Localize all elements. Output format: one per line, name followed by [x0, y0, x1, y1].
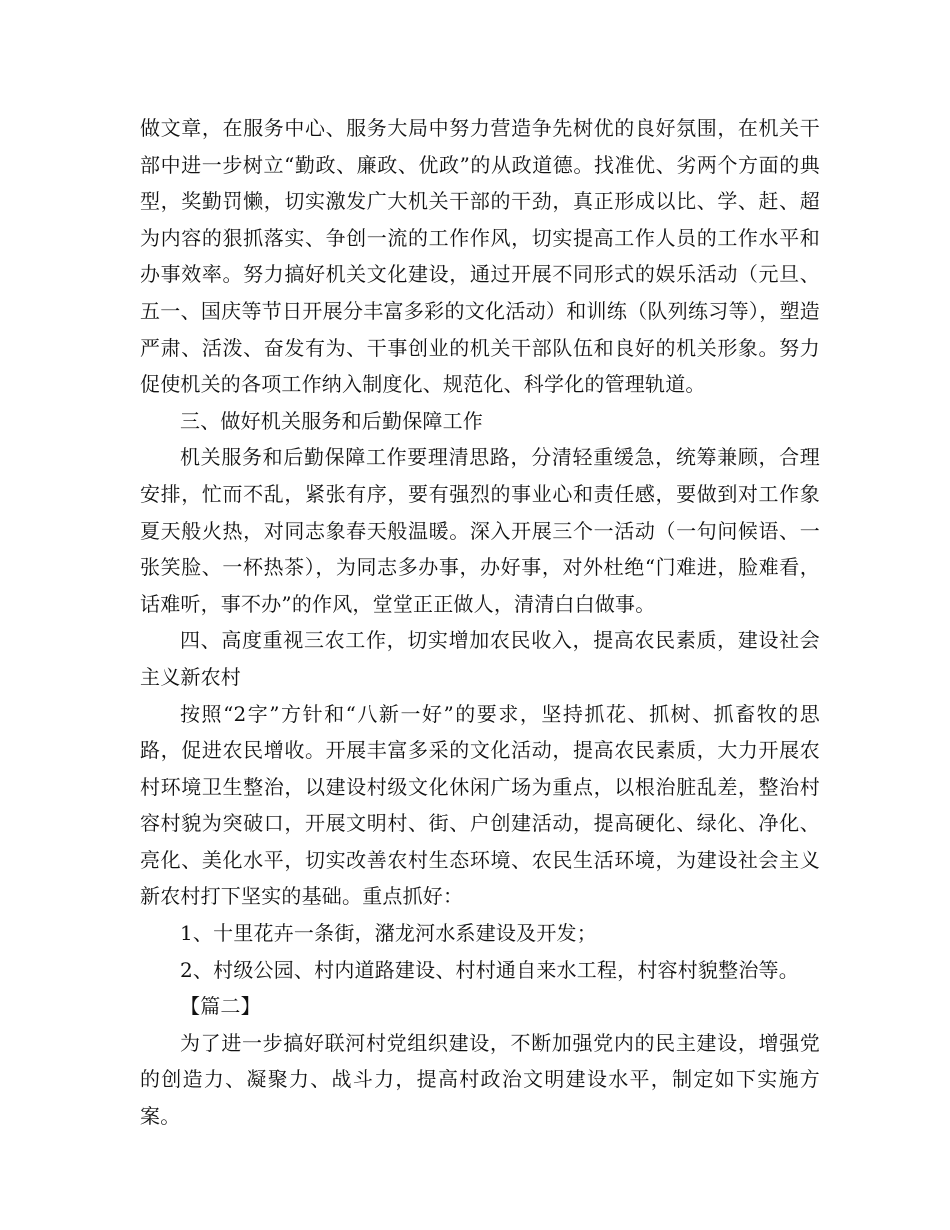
section-heading-3: 三、做好机关服务和后勤保障工作 [180, 408, 483, 433]
paragraph-continuation: 做文章，在服务中心、服务大局中努力营造争先树优的良好氛围，在机关干部中进一步树立“勤政、廉政、优政”的从政道德。找准优、劣两个方面的典型，奖勤罚懒，切实激发广大机关干部的干劲，真正形成以比、学、赶、超为内容的狠抓落实、争创一流的工作作风，切实提高工作人员的工作水平和办事效率。努力搞好机关文化建设，通过开展不同形式的娱乐活动（元旦、五一、国庆等节日开展分丰富多彩的文化活动）和训练（队列练习等），塑造严肃、活泼、奋发有为、干事创业的机关干部队伍和良好的机关形象。努力促使机关的各项工作纳入制度化、规范化、科学化的管理轨道。 [140, 116, 820, 397]
document-body [140, 110, 820, 1135]
part-two-heading: 【篇二】 [180, 994, 261, 1019]
section-heading-4: 四、高度重视三农工作，切实增加农民收入，提高农民素质，建设社会主义新农村 [140, 628, 820, 689]
list-item-2: 2、村级公园、村内道路建设、村村通自来水工程，村容村貌整治等。 [180, 957, 799, 982]
paragraph-logistics: 机关服务和后勤保障工作要理清思路，分清轻重缓急，统筹兼顾，合理安排，忙而不乱，紧张有序，要有强烈的事业心和责任感，要做到对工作象夏天般火热，对同志象春天般温暖。深入开展三个一活动（一句问候语、一张笑脸、一杯热茶），为同志多办事，办好事，对外杜绝“门难进，脸难看，话难听，事不办”的作风，堂堂正正做人，清清白白做事。 [140, 445, 820, 616]
list-item-1: 1、十里花卉一条街，潴龙河水系建设及开发； [180, 921, 597, 946]
paragraph-rural: 按照“2字”方针和“八新一好”的要求，坚持抓花、抓树、抓畜牧的思路，促进农民增收。开展丰富多采的文化活动，提高农民素质，大力开展农村环境卫生整治，以建设村级文化休闲广场为重点，以根治脏乱差，整治村容村貌为突破口，开展文明村、街、户创建活动，提高硬化、绿化、净化、亮化、美化水平，切实改善农村生态环境、农民生活环境，为建设社会主义新农村打下坚实的基础。重点抓好： [140, 701, 820, 909]
paragraph-part-two: 为了进一步搞好联河村党组织建设，不断加强党内的民主建设，增强党的创造力、凝聚力、战斗力，提高村政治文明建设水平，制定如下实施方案。 [140, 1030, 820, 1129]
